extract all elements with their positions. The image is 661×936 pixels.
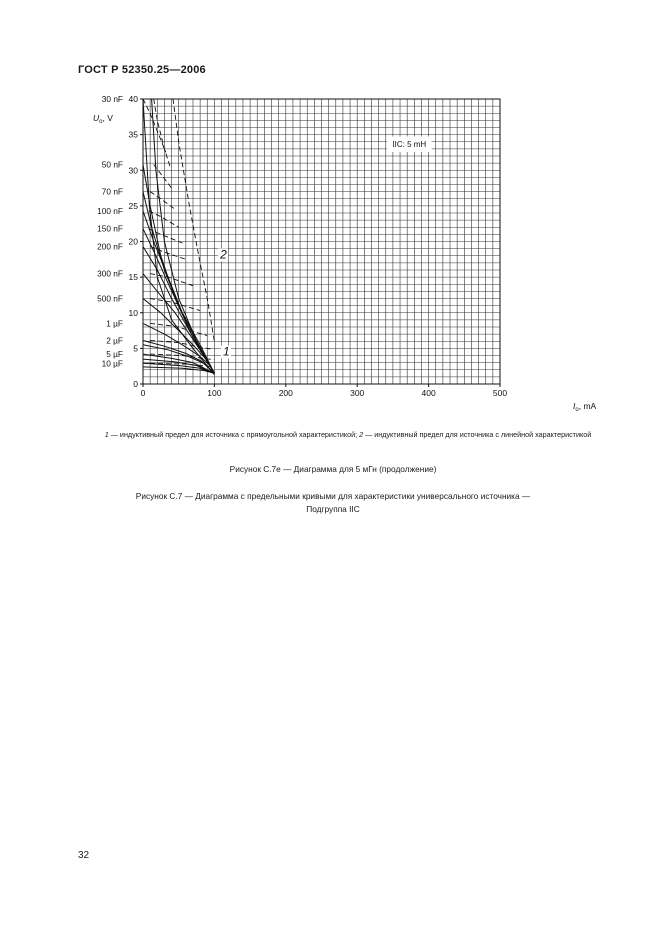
y-tick-label: 0 <box>133 379 138 389</box>
chart-series <box>143 99 231 375</box>
series-2-label: 2 <box>220 247 227 262</box>
y-tick-label: 40 <box>128 94 138 104</box>
y-tick-label: 5 <box>133 343 138 354</box>
figure-group-caption-line-2: Подгруппа IIC <box>306 504 360 514</box>
legend-note-number-1: 1 <box>104 430 109 439</box>
x-tick-label: 300 <box>350 388 365 398</box>
y-tick-label: 35 <box>128 129 138 140</box>
x-axis-title: $I_o$, mA <box>573 401 597 413</box>
page-number: 32 <box>78 850 90 861</box>
capacitance-label: 50 nF <box>101 159 123 170</box>
x-tick-label: 100 <box>207 388 222 398</box>
limit-curves-chart <box>0 0 661 420</box>
annotation-box-text: IIC: 5 mH <box>392 140 427 150</box>
capacitance-label: 1 µF <box>106 318 123 329</box>
y-axis-title: $U_o$, V <box>93 113 113 125</box>
chart-axes <box>140 99 500 387</box>
capacitance-label: 5 µF <box>106 349 123 360</box>
capacitance-label: 150 nF <box>97 223 123 234</box>
capacitance-label: 2 µF <box>106 335 123 346</box>
y-tick-label: 10 <box>128 307 138 318</box>
x-tick-label: 200 <box>278 388 293 398</box>
y-tick-label: 25 <box>128 200 138 211</box>
y-tick-label: 15 <box>128 272 138 283</box>
y-tick-label: 20 <box>128 236 138 247</box>
legend-note-number-2: 2 <box>359 430 364 439</box>
figure-group-caption-line-1: Рисунок С.7 — Диаграмма с предельными кривыми для характеристики универсального источника — <box>135 491 531 501</box>
legend-note <box>78 430 618 440</box>
x-tick-label: 400 <box>421 388 436 398</box>
capacitance-label: 70 nF <box>101 186 123 197</box>
capacitance-label: 30 nF <box>101 94 123 104</box>
y-tick-label: 30 <box>128 165 138 176</box>
document-title: ГОСТ Р 52350.25—2006 <box>78 64 206 76</box>
figure-caption: Рисунок С.7е — Диаграмма для 5 мГн (продолжение) <box>229 464 437 474</box>
legend-note-text-2: — индуктивный предел для источника с линейной характеристикой <box>363 430 592 439</box>
capacitance-label: 10 µF <box>101 358 123 369</box>
capacitance-label: 100 nF <box>97 205 123 216</box>
x-tick-label: 500 <box>492 388 508 398</box>
capacitance-label: 300 nF <box>97 268 123 279</box>
legend-note-text-1: — индуктивный предел для источника с прямоугольной характеристикой; <box>108 430 360 439</box>
capacitance-label: 500 nF <box>97 293 123 304</box>
x-tick-label: 0 <box>140 388 146 398</box>
capacitance-label: 200 nF <box>97 241 123 252</box>
series-1-label: 1 <box>222 344 230 359</box>
series-2-curve <box>154 99 170 167</box>
figure-group-caption <box>78 490 588 516</box>
